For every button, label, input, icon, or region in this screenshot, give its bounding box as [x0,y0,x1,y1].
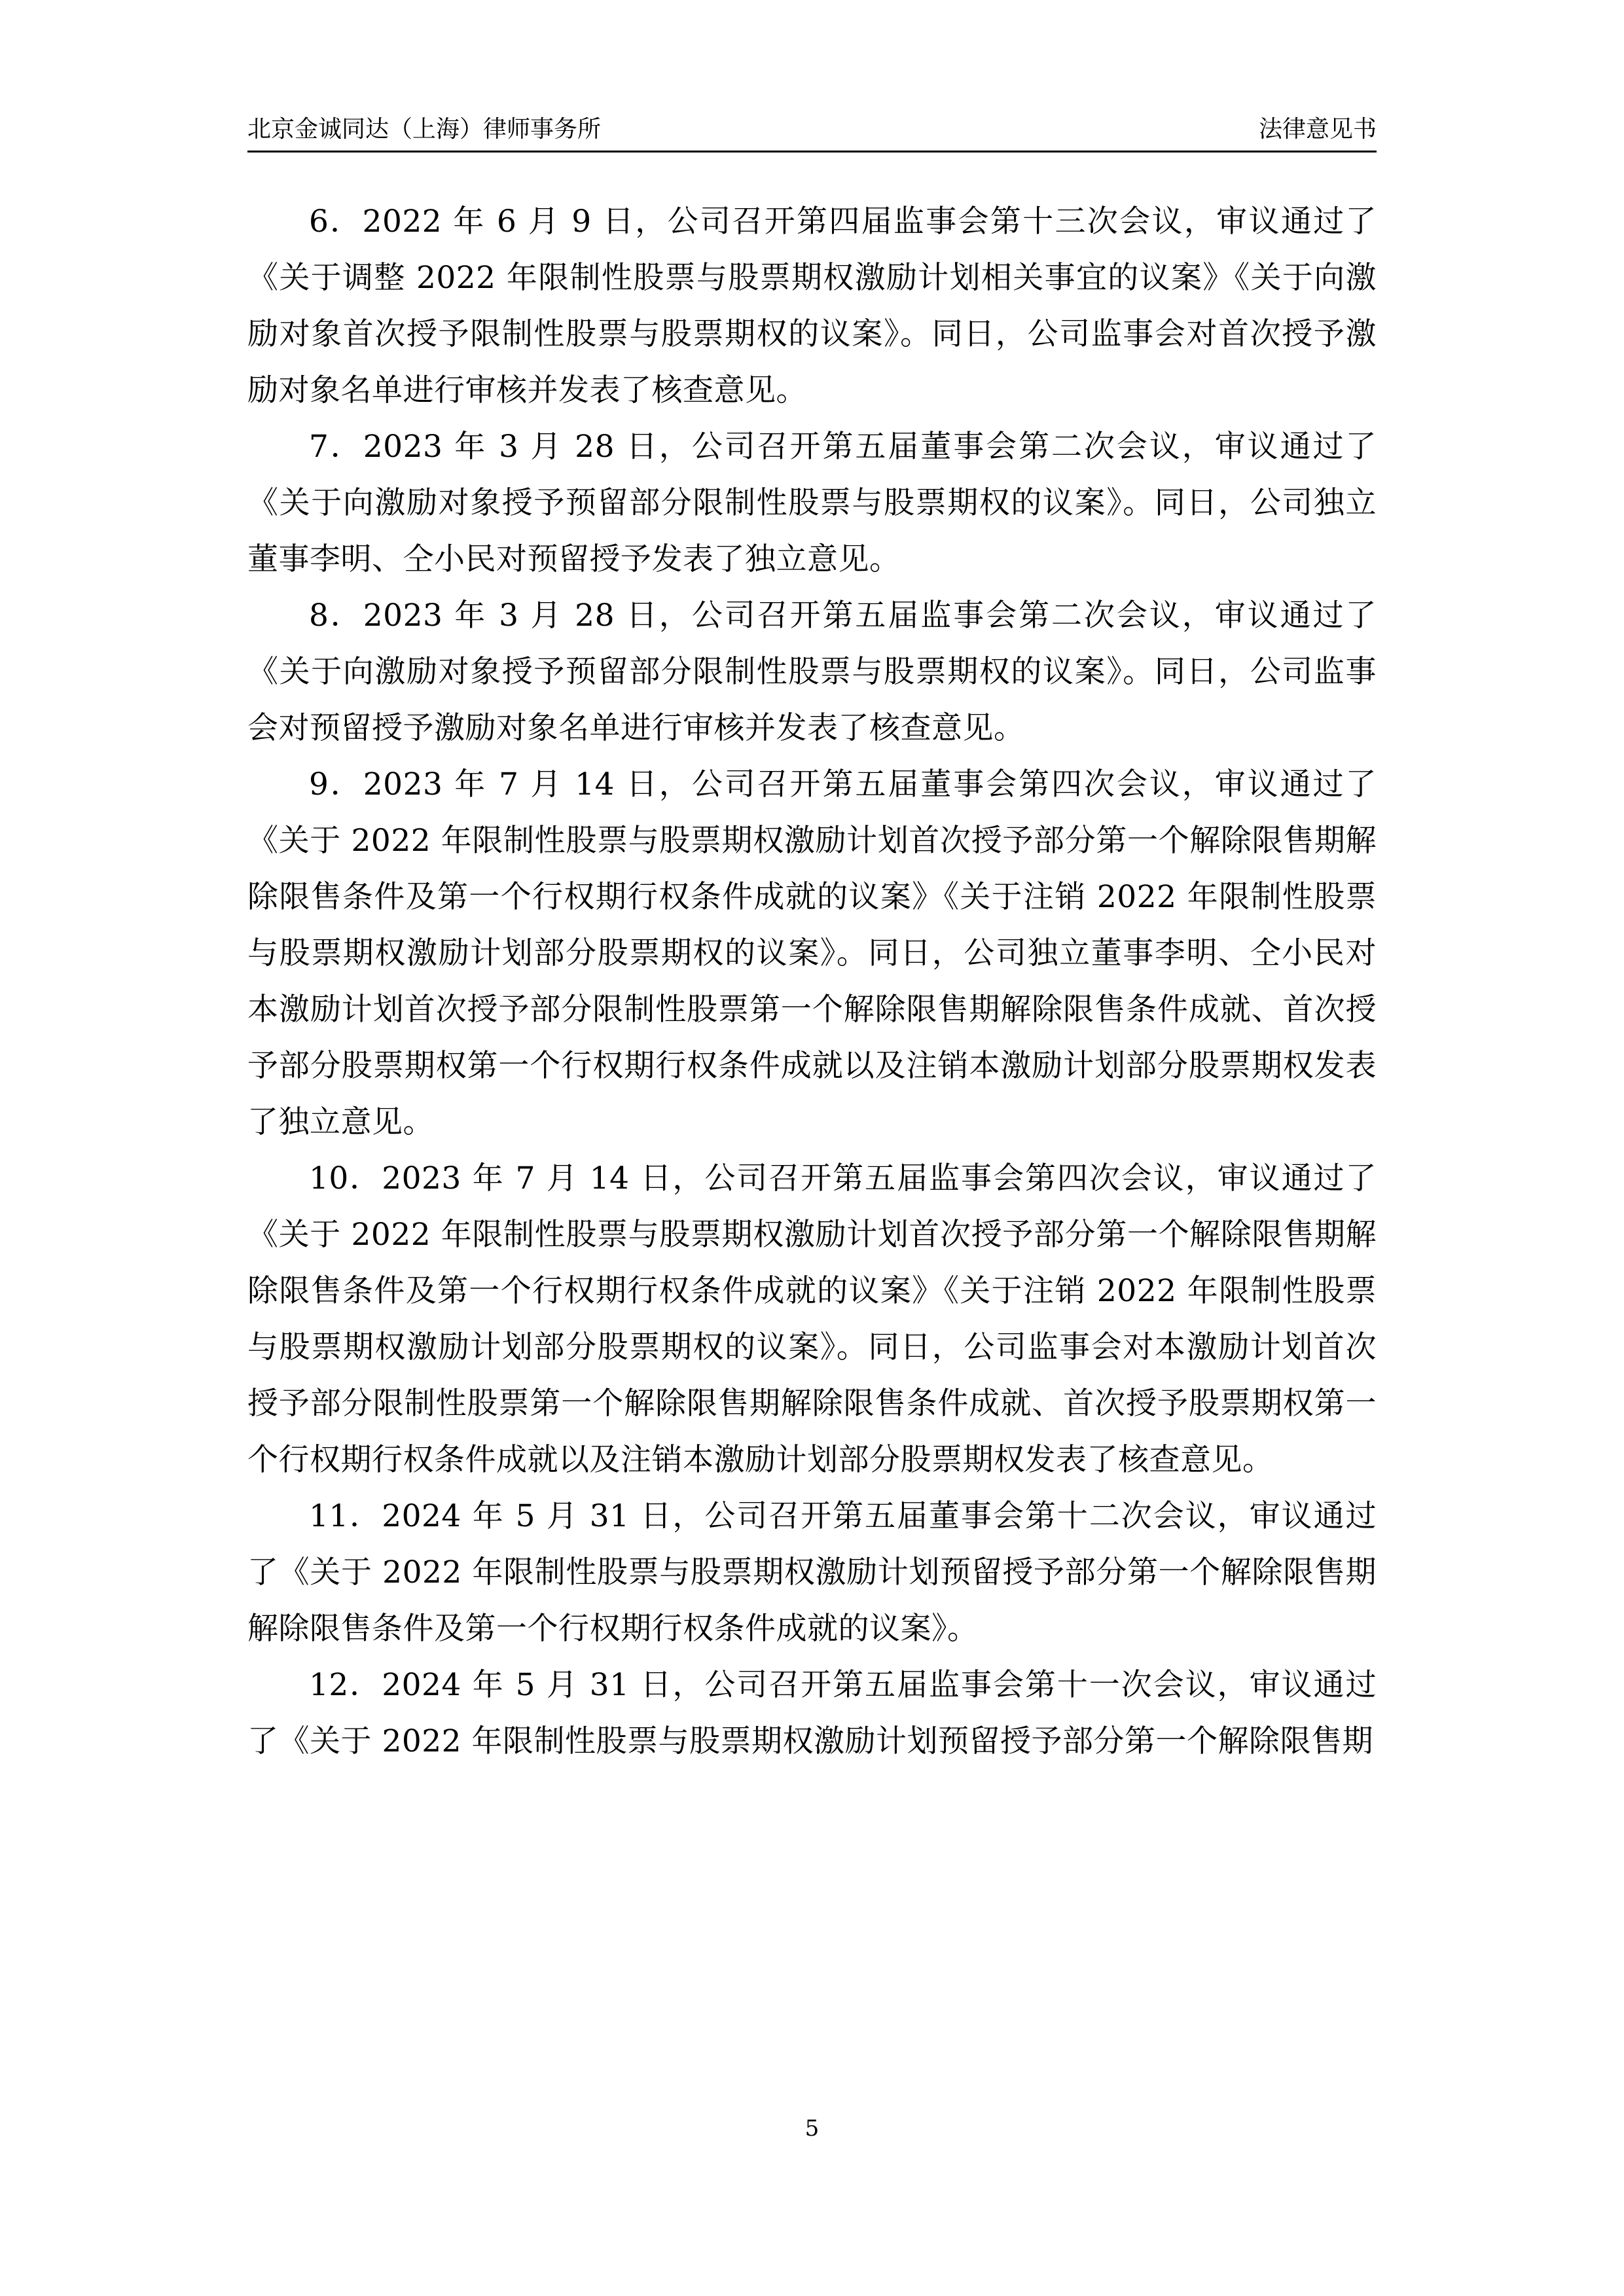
page-header [247,111,1377,152]
document-type: 法律意见书 [1258,116,1377,143]
document-body [247,194,1377,1770]
page-number: 5 [804,2115,820,2142]
paragraph-item-11: 11．2024 年 5 月 31 日，公司召开第五届董事会第十二次会议，审议通过了《关于 2022 年限制性股票与股票期权激励计划预留授予部分第一个解除限售期解除限售条件及第一个行权期行权条件成就的议案》。 [247,1498,1377,1647]
paragraph-item-9: 9．2023 年 7 月 14 日，公司召开第五届董事会第四次会议，审议通过了《关于 2022 年限制性股票与股票期权激励计划首次授予部分第一个解除限售期解除限售条件及第一个行权期行权条件成就的议案》《关于注销 2022 年限制性股票与股票期权激励计划部分股票期权的议案》。同日，公司独立董事李明、仝小民对本激励计划首次授予部分限制性股票第一个解除限售期解除限售条件成就、首次授予部分股票期权第一个行权期行权条件成就以及注销本激励计划部分股票期权发表了独立意见。 [247,766,1377,1140]
law-firm-name: 北京金诚同达（上海）律师事务所 [247,116,602,143]
paragraph-item-7: 7．2023 年 3 月 28 日，公司召开第五届董事会第二次会议，审议通过了《关于向激励对象授予预留部分限制性股票与股票期权的议案》。同日，公司独立董事李明、仝小民对预留授予发表了独立意见。 [247,429,1377,577]
paragraph-item-6: 6．2022 年 6 月 9 日，公司召开第四届监事会第十三次会议，审议通过了《关于调整 2022 年限制性股票与股票期权激励计划相关事宜的议案》《关于向激励对象首次授予限制性股票与股票期权的议案》。同日，公司监事会对首次授予激励对象名单进行审核并发表了核查意见。 [247,204,1377,408]
paragraph-item-12: 12．2024 年 5 月 31 日，公司召开第五届监事会第十一次会议，审议通过了《关于 2022 年限制性股票与股票期权激励计划预留授予部分第一个解除限售期 [247,1667,1377,1759]
paragraph-item-10: 10．2023 年 7 月 14 日，公司召开第五届监事会第四次会议，审议通过了《关于 2022 年限制性股票与股票期权激励计划首次授予部分第一个解除限售期解除限售条件及第一个行权期行权条件成就的议案》《关于注销 2022 年限制性股票与股票期权激励计划部分股票期权的议案》。同日，公司监事会对本激励计划首次授予部分限制性股票第一个解除限售期解除限售条件成就、首次授予股票期权第一个行权期行权条件成就以及注销本激励计划部分股票期权发表了核查意见。 [247,1160,1377,1478]
paragraph-item-8: 8．2023 年 3 月 28 日，公司召开第五届监事会第二次会议，审议通过了《关于向激励对象授予预留部分限制性股票与股票期权的议案》。同日，公司监事会对预留授予激励对象名单进行审核并发表了核查意见。 [247,598,1377,746]
